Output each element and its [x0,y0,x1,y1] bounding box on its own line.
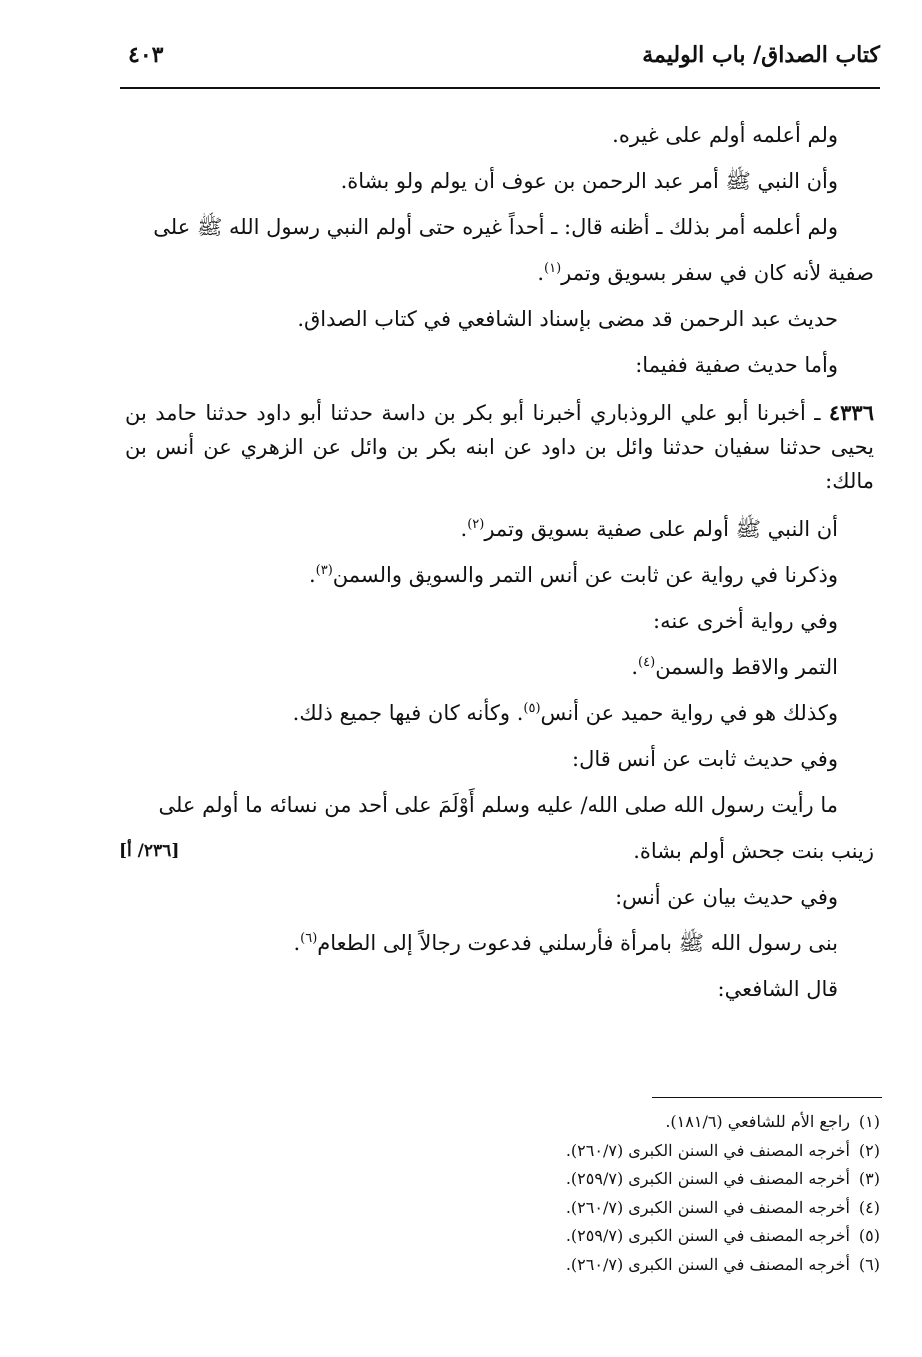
paragraph [125,644,874,690]
footnote-text: أخرجه المصنف في السنن الكبرى (٢٦٠/٧). [565,1140,850,1160]
paragraph-line: ما رأيت رسول الله صلى الله/ عليه وسلم أَوْلَمَ على أحد من نسائه ما أولم على [158,793,838,817]
paragraph: قال الشافعي: [717,977,838,1001]
page-header [120,42,880,84]
footnote-number: (٢) [858,1140,880,1160]
paragraph: ولم أعلمه أولم على غيره. [612,123,838,147]
paragraph [125,250,874,296]
paragraph [125,920,874,966]
paragraph: حديث عبد الرحمن قد مضى بإسناد الشافعي في كتاب الصداق. [297,307,838,331]
footnote-ref: (٦) [300,931,318,946]
paragraph [125,690,874,736]
paragraph: زينب بنت جحش أولم بشاة. [633,839,874,863]
punctuation: . [537,261,544,285]
footnote [360,1165,880,1194]
footnote-text: أخرجه المصنف في السنن الكبرى (٢٦٠/٧). [565,1197,850,1217]
footnote-number: (٥) [858,1226,880,1245]
main-text [119,112,874,1012]
footnote [360,1137,880,1166]
page-number: ٤٠٣ [128,42,164,68]
footnote-separator [652,1097,882,1098]
punctuation: . [460,517,468,541]
paragraph: وأما حديث صفية ففيما: [635,353,838,377]
punctuation: . [293,931,301,955]
paragraph-text: . وكأنه كان فيها جميع ذلك. [292,701,524,725]
matn-text: أن النبي ﷺ أولم على صفية بسويق وتمر [484,517,838,541]
paragraph-text: وذكرنا في رواية عن ثابت عن أنس التمر والسويق والسمن [332,563,838,587]
paragraph-text: بنى رسول الله ﷺ بامرأة فأرسلني فدعوت رجالاً إلى الطعام [317,931,838,955]
footnote-ref: (٢) [467,517,485,532]
isnad-text: ـ أخبرنا أبو علي الروذباري أخبرنا أبو بكر بن داسة حدثنا أبو داود حدثنا حامد بن يحيى حدثنا سفيان حدثنا وائل بن داود عن ابنه بكر بن وائل عن الزهري عن أنس بن مالك: [125,401,874,493]
manuscript-folio-marker: [٢٣٦/ أ] [119,841,180,861]
punctuation: . [631,655,639,679]
footnote-number: (٤) [858,1197,880,1217]
paragraph: وأن النبي ﷺ أمر عبد الرحمن بن عوف أن يولم ولو بشاة. [340,169,838,193]
footnote-number: (٦) [858,1254,880,1274]
paragraph [125,204,874,250]
footnote [360,1194,880,1223]
footnote-ref: (٣) [315,563,333,578]
paragraph: وفي رواية أخرى عنه: [653,609,838,633]
hadith-paragraph [125,396,874,498]
footnote [360,1222,880,1251]
hadith-number: ٤٣٣٦ [828,400,874,425]
footnote-ref: (١) [544,261,562,276]
header-rule [120,87,880,89]
running-title: كتاب الصداق/ باب الوليمة [642,42,880,68]
footnote-ref: (٥) [523,701,541,716]
paragraph-line: صفية لأنه كان في سفر بسويق وتمر [561,261,874,285]
paragraph: وفي حديث ثابت عن أنس قال: [572,747,838,771]
paragraph [125,552,874,598]
paragraph [125,506,874,552]
footnote-text: أخرجه المصنف في السنن الكبرى (٢٥٩/٧). [565,1226,850,1245]
paragraph-line: ولم أعلمه أمر بذلك ـ أظنه قال: ـ أحداً غيره حتى أولم النبي رسول الله ﷺ على [153,215,838,239]
paragraph: وفي حديث بيان عن أنس: [615,885,838,909]
punctuation: . [308,563,316,587]
footnote [360,1251,880,1280]
spacer [125,498,874,506]
footnote-text: أخرجه المصنف في السنن الكبرى (٢٦٠/٧). [565,1254,850,1274]
paragraph-text: وكذلك هو في رواية حميد عن أنس [540,701,838,725]
footnotes [360,1108,880,1279]
footnote [360,1108,880,1137]
footnote-number: (١) [858,1112,880,1131]
footnote-number: (٣) [858,1169,880,1188]
footnote-text: أخرجه المصنف في السنن الكبرى (٢٥٩/٧). [565,1169,850,1188]
footnote-ref: (٤) [638,655,656,670]
footnote-text: راجع الأم للشافعي (١٨١/٦). [665,1112,850,1131]
paragraph-text: التمر والاقط والسمن [655,655,838,679]
